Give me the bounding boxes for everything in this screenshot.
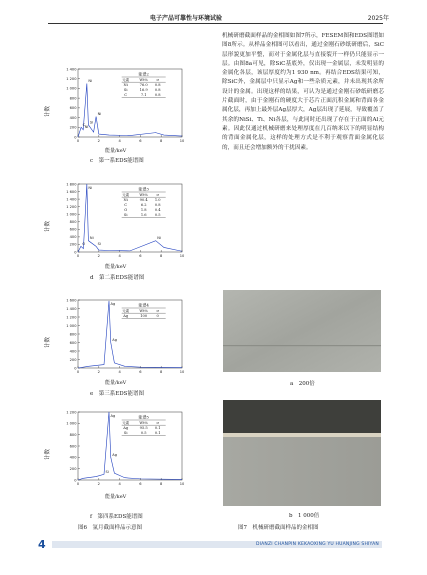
y-tick-label: 400 — [69, 455, 77, 460]
y-tick-label: 1 600 — [66, 189, 77, 194]
y-tick-label: 0 — [74, 478, 77, 483]
table-header-cell: Wt% — [139, 309, 148, 313]
table-cell: 1.0 — [154, 198, 161, 202]
y-tick-label: 600 — [69, 340, 77, 345]
x-tick-label: 0 — [76, 370, 80, 374]
x-tick-label: 6 — [139, 482, 142, 486]
y-tick-label: 1 000 — [66, 421, 77, 426]
x-tick-label: 2 — [97, 139, 100, 143]
chart-f-ylabel: 计数 — [45, 448, 51, 460]
eds-chart-e-svg — [58, 296, 193, 378]
spectrum-label: 能谱2 — [138, 71, 149, 77]
chart-f-caption: f 第四系EDS能谱图 — [90, 514, 143, 520]
y-tick-label: 1 000 — [66, 86, 77, 91]
table-header-cell: 元素 — [122, 193, 130, 197]
y-tick-label: 600 — [69, 106, 77, 111]
micrograph-a-caption: a 200倍 — [290, 381, 315, 387]
spectrum-label: 能谱4 — [138, 302, 149, 308]
table-cell: Ni — [123, 198, 128, 202]
table-header-cell: σ — [156, 421, 159, 425]
x-tick-label: 8 — [160, 254, 163, 258]
table-cell: 0 — [156, 314, 159, 318]
y-tick-label: 0 — [74, 135, 77, 140]
table-header-cell: Wt% — [139, 193, 148, 197]
y-tick-label: 400 — [69, 349, 77, 354]
x-tick-label: 4 — [118, 139, 121, 143]
x-tick-label: 2 — [97, 482, 100, 486]
table-cell: 1.6 — [140, 213, 147, 217]
x-tick-label: 10 — [179, 482, 185, 486]
table-cell: 95.5 — [139, 426, 148, 430]
peak-label: Ni — [89, 236, 94, 241]
y-tick-label: 1 000 — [66, 212, 77, 217]
y-tick-label: 0 — [74, 366, 77, 371]
eds-chart-e — [58, 296, 193, 378]
y-tick-label: 1 400 — [66, 197, 77, 202]
table-cell: 0.5 — [154, 213, 161, 217]
table-cell: Si — [123, 213, 128, 217]
peak-label: Ag — [112, 338, 118, 342]
chart-d-xlabel: 能量/keV — [105, 264, 127, 270]
peak-label: Si — [89, 120, 94, 125]
table-cell: 0.4 — [154, 208, 161, 212]
table-header-cell: 元素 — [122, 309, 130, 313]
x-tick-label: 0 — [76, 139, 80, 143]
eds-chart-c — [58, 65, 193, 147]
peak-label: Ag — [112, 452, 118, 457]
table-header-cell: σ — [156, 309, 159, 313]
table-header-cell: Wt% — [139, 78, 148, 82]
peak-label: O — [82, 241, 86, 246]
peak-label: Ni — [88, 186, 93, 190]
y-tick-label: 200 — [69, 466, 77, 471]
page-header — [0, 0, 427, 28]
table-cell: Ag — [123, 426, 129, 430]
table-header-cell: σ — [156, 78, 159, 82]
peak-label: Ni — [97, 112, 102, 117]
table-cell: Ag — [123, 314, 129, 318]
table-cell: 90.4 — [139, 198, 148, 202]
y-tick-label: 0 — [74, 250, 77, 255]
table-cell: Si — [123, 431, 128, 435]
y-tick-label: 1 200 — [66, 410, 77, 415]
y-tick-label: 1 600 — [66, 298, 77, 303]
plot-frame — [78, 184, 182, 252]
x-tick-label: 6 — [139, 370, 142, 374]
peak-label: Ni — [84, 125, 89, 130]
y-tick-label: 1 000 — [66, 323, 77, 328]
eds-chart-f-svg — [58, 408, 193, 490]
peak-label: Ni — [88, 79, 93, 84]
table-cell: 100 — [140, 314, 148, 318]
peak-label: Ag — [110, 302, 116, 306]
figure-7-caption: 图7 机械研磨截面样品的金相图 — [238, 525, 319, 531]
x-tick-label: 2 — [97, 370, 100, 374]
x-tick-label: 6 — [139, 254, 142, 258]
table-cell: 6.2 — [140, 203, 147, 207]
table-cell: 0.1 — [154, 431, 161, 435]
chart-e-caption: e 第三系EDS能谱图 — [90, 391, 144, 397]
micrograph-200x-texture — [223, 290, 381, 372]
spectrum-line — [78, 301, 182, 368]
y-tick-label: 1 800 — [66, 182, 77, 187]
chart-d-caption: d 第二系EDS能谱图 — [90, 275, 145, 281]
chart-c-ylabel: 计数 — [45, 105, 51, 117]
table-cell: 76.0 — [139, 83, 148, 87]
x-tick-label: 8 — [160, 139, 163, 143]
spectrum-line — [78, 84, 182, 137]
table-header-cell: 元素 — [122, 421, 130, 425]
table-cell: 0.5 — [140, 431, 147, 435]
x-tick-label: 0 — [76, 482, 80, 486]
table-cell: 0.8 — [154, 83, 161, 87]
plot-frame — [78, 69, 182, 137]
table-header-cell: Wt% — [139, 421, 148, 425]
y-tick-label: 400 — [69, 115, 77, 120]
table-header-cell: σ — [156, 193, 159, 197]
table-cell: 16.9 — [139, 88, 148, 92]
x-tick-label: 4 — [118, 482, 121, 486]
table-cell: 0.8 — [154, 203, 161, 207]
peak-label: Ag — [110, 414, 116, 418]
table-cell: 0.8 — [154, 88, 161, 92]
x-tick-label: 2 — [97, 254, 100, 258]
x-tick-label: 4 — [118, 254, 121, 258]
y-tick-label: 200 — [69, 242, 77, 247]
peak-label: Si — [105, 469, 109, 474]
y-tick-label: 1 200 — [66, 77, 77, 82]
y-tick-label: 800 — [69, 96, 77, 101]
spectrum-line — [78, 412, 182, 480]
chart-e-ylabel: 计数 — [45, 336, 51, 348]
y-tick-label: 1 400 — [66, 67, 77, 72]
chart-d-ylabel: 计数 — [45, 220, 51, 232]
micrograph-1000x-texture — [223, 400, 381, 506]
y-tick-label: 1 200 — [66, 204, 77, 209]
spectrum-label: 能谱5 — [138, 414, 149, 420]
x-tick-label: 8 — [160, 370, 163, 374]
table-cell: 0.1 — [154, 426, 161, 430]
table-cell: C — [124, 93, 128, 97]
peak-label: Si — [97, 241, 101, 246]
y-tick-label: 1 200 — [66, 315, 77, 320]
page-number: 4 — [38, 538, 46, 551]
eds-chart-d-svg — [58, 180, 193, 262]
spectrum-line — [78, 184, 182, 252]
table-cell: 7.1 — [140, 93, 147, 97]
table-cell: C — [124, 203, 128, 207]
y-tick-label: 800 — [69, 220, 77, 225]
peak-label: C — [82, 122, 86, 127]
y-tick-label: 200 — [69, 125, 77, 130]
journal-year: 2025年 — [367, 15, 389, 22]
x-tick-label: 0 — [76, 254, 80, 258]
figure-6-caption: 图6 氩月截面样品示意图 — [78, 525, 143, 531]
peak-label: Ni — [157, 236, 161, 241]
x-tick-label: 8 — [160, 482, 163, 486]
spectrum-label: 能谱3 — [138, 186, 149, 192]
micrograph-200x — [223, 290, 381, 372]
table-cell: Ni — [123, 83, 128, 87]
table-cell: O — [124, 208, 128, 212]
eds-chart-f — [58, 408, 193, 490]
table-cell: Si — [123, 88, 128, 92]
table-cell: 1.8 — [140, 208, 147, 212]
y-tick-label: 800 — [69, 332, 77, 337]
y-tick-label: 800 — [69, 432, 77, 437]
plot-frame — [78, 412, 182, 480]
x-tick-label: 10 — [179, 254, 185, 258]
x-tick-label: 10 — [179, 370, 185, 374]
chart-c-xlabel: 能量/keV — [105, 148, 127, 154]
chart-f-xlabel: 能量/keV — [105, 494, 127, 500]
y-tick-label: 600 — [69, 227, 77, 232]
y-tick-label: 600 — [69, 444, 77, 449]
table-cell: 0.8 — [154, 93, 161, 97]
journal-title: 电子产品可靠性与环境试验 — [150, 15, 223, 22]
eds-chart-d — [58, 180, 193, 262]
header-rule — [48, 23, 383, 24]
journal-pinyin: DIANZI CHANPIN KEKAOXING YU HUANJING SHIYAN — [255, 541, 379, 547]
x-tick-label: 4 — [118, 370, 121, 374]
body-paragraph: 机械研磨截面样品的金相图如图7所示，FESEM图和EDS图谱如图8所示。从样品金相图可以看出，通过金刚石砂纸研磨后，SiC层形貌更加平整，而对于金属化层与直接裂开一样仍只能显示一层。由图8a可见，除SiC基底外，仅出现一金属层，未发明显的金属化各层，该层厚度约为1 930 nm。再结合EDS结果可知，除SiC外，金属层中只显示Ag和一些杂质元素，并未出现其余所设计的金属。出现这样的结果，可认为是通过金刚石砂纸研磨芯片截面时，由于金刚石的硬度大于芯片正面沉积金属和背面各金属化层，再加上最外层Ag层厚大，Ag层出现了延展，导致覆盖了其余的NiSi、Ti、Ni各层，与此同时还出现了存在于正面的Al元素。因此仅通过机械研磨来处理厚度在几百纳米以下的明显结构的背面金属化层，这样的处理方式是不利于观察背面金属化层的，而且还会增加额外的干扰因素。 — [222, 33, 384, 151]
y-tick-label: 1 400 — [66, 306, 77, 311]
micrograph-1000x — [223, 400, 381, 506]
eds-chart-c-svg — [58, 65, 193, 147]
micrograph-b-caption: b 1 000倍 — [289, 513, 320, 519]
x-tick-label: 10 — [179, 139, 185, 143]
chart-e-xlabel: 能量/keV — [105, 380, 127, 386]
table-header-cell: 元素 — [122, 78, 130, 82]
plot-frame — [78, 300, 182, 368]
y-tick-label: 200 — [69, 357, 77, 362]
x-tick-label: 6 — [139, 139, 142, 143]
y-tick-label: 400 — [69, 235, 77, 240]
chart-c-caption: c 第一系EDS能谱图 — [90, 158, 144, 164]
